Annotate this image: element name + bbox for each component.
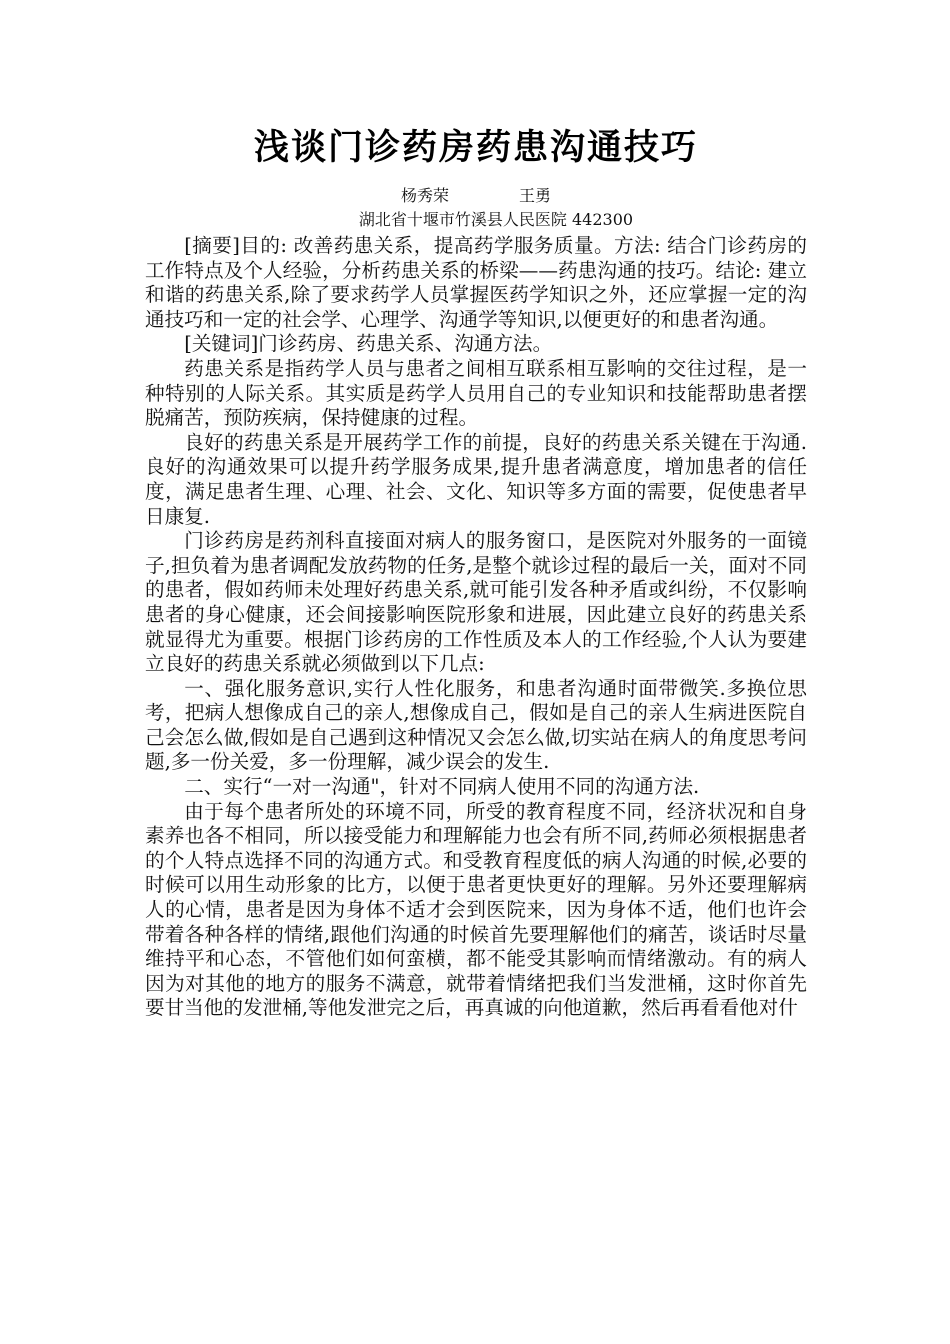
affiliation: 湖北省十堰市竹溪县人民医院 442300	[358, 210, 634, 229]
author-name: 杨秀荣	[400, 186, 449, 205]
body-paragraph: 由于每个患者所处的环境不同，所受的教育程度不同，经济状况和自身素养也各不相同，所以接受能力和理解能力也会有所不同,药师必须根据患者的个人特点选择不同的沟通方式。和受教育程度低的病人沟通的时候,必要的时候可以用生动形象的比方，以便于患者更快更好的理解。另外还要理解病人的心情，患者是因为身体不适才会到医院来，因为身体不适，他们也许会带着各种各样的情绪,跟他们沟通的时候首先要理解他们的痛苦，谈话时尽量维持平和心态，不管他们如何蛮横，都不能受其影响而情绪激动。有的病人因为对其他的地方的服务不满意，就带着情绪把我们当发泄桶，这时你首先要甘当他的发泄桶,等他发泄完之后，再真诚的向他道歉，然后再看看他对什	[145, 799, 807, 1020]
body-paragraph: 良好的药患关系是开展药学工作的前提，良好的药患关系关键在于沟通. 良好的沟通效果可以提升药学服务成果,提升患者满意度，增加患者的信任度，满足患者生理、心理、社会、文化、知识等多方面的需要，促使患者早日康复.	[145, 430, 807, 528]
document-page	[145, 118, 807, 1021]
author-line	[145, 184, 807, 208]
body-paragraph: 二、实行“一对一沟通"，针对不同病人使用不同的沟通方法.	[184, 775, 700, 799]
abstract-paragraph: [摘要]目的: 改善药患关系，提高药学服务质量。方法: 结合门诊药房的工作特点及个人经验，分析药患关系的桥梁——药患沟通的技巧。结论: 建立和谐的药患关系,除了要求药学人员掌握医药学知识之外，还应掌握一定的沟通技巧和一定的社会学、心理学、沟通学等知识,以便更好的和患者沟通。	[145, 234, 807, 331]
body-paragraph: 一、强化服务意识,实行人性化服务，和患者沟通时面带微笑.多换位思考，把病人想像成自己的亲人,想像成自己，假如是自己的亲人生病进医院自己会怎么做,假如是自己遇到这种情况又会怎么做,切实站在病人的角度思考问题,多一份关爱，多一份理解，减少误会的发生.	[145, 676, 807, 774]
body-paragraph: 门诊药房是药剂科直接面对病人的服务窗口，是医院对外服务的一面镜子,担负着为患者调配发放药物的任务,是整个就诊过程的最后一关，面对不同的患者，假如药师未处理好药患关系,就可能引发各种矛盾或纠纷，不仅影响患者的身心健康，还会间接影响医院形象和进展，因此建立良好的药患关系就显得尤为重要。根据门诊药房的工作性质及本人的工作经验,个人认为要建立良好的药患关系就必须做到以下几点:	[145, 529, 807, 676]
body-paragraph: 药患关系是指药学人员与患者之间相互联系相互影响的交往过程，是一种特别的人际关系。其实质是药学人员用自己的专业知识和技能帮助患者摆脱痛苦，预防疾病，保持健康的过程。	[145, 356, 807, 430]
keywords-paragraph: [关键词]门诊药房、药患关系、沟通方法。	[184, 332, 553, 356]
document-title: 浅谈门诊药房药患沟通技巧	[253, 127, 698, 168]
author-name: 王勇	[519, 186, 552, 205]
